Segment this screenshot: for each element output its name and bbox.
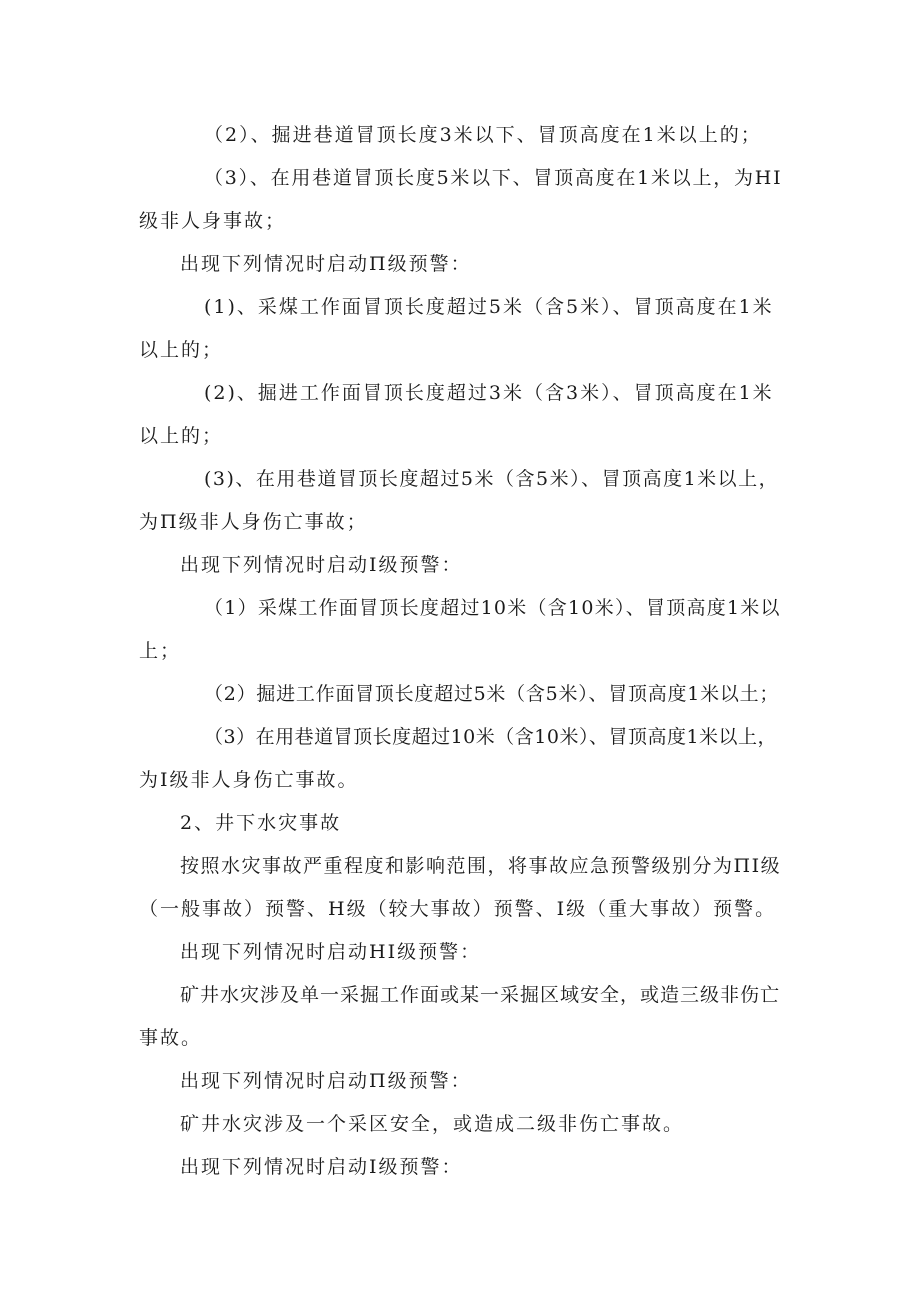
paragraph-line: 出现下列情况时启动Ⅰ级预警： xyxy=(180,1156,463,1178)
paragraph-line: 上； xyxy=(139,640,182,662)
paragraph-line: 按照水灾事故严重程度和影响范围，将事故应急预警级别分为ΠⅠ级 xyxy=(180,855,782,877)
paragraph-line: （一般事故）预警、H级（较大事故）预警、Ⅰ级（重大事故）预警。 xyxy=(139,898,777,920)
paragraph-line: 矿井水灾涉及单一采掘工作面或某一采掘区域安全，或造三级非伤亡 xyxy=(180,984,781,1006)
paragraph-line: （1）采煤工作面冒顶长度超过10米（含10米）、冒顶高度1米以 xyxy=(204,597,781,619)
paragraph-line: 矿井水灾涉及一个采区安全，或造成二级非伤亡事故。 xyxy=(180,1113,685,1135)
paragraph-line: 出现下列情况时启动Ⅰ级预警： xyxy=(180,554,463,576)
paragraph-line: （2）、掘进巷道冒顶长度3米以下、冒顶高度在1米以上的； xyxy=(204,124,762,146)
paragraph-line: 事故。 xyxy=(139,1027,203,1049)
paragraph-line: 级非人身事故； xyxy=(139,210,287,232)
paragraph-line: 出现下列情况时启动HI级预警： xyxy=(180,941,482,963)
paragraph-line: 为Π级非人身伤亡事故； xyxy=(139,511,368,533)
section-heading: 2、井下水灾事故 xyxy=(180,812,342,834)
paragraph-line: (3)、在用巷道冒顶长度超过5米（含5米）、冒顶高度1米以上， xyxy=(204,468,780,490)
paragraph-line: 出现下列情况时启动Π级预警： xyxy=(180,1070,472,1092)
paragraph-line: （3）、在用巷道冒顶长度5米以下、冒顶高度在1米以上，为HI xyxy=(204,167,783,189)
paragraph-line: 以上的； xyxy=(139,339,224,361)
paragraph-line: （3）在用巷道冒顶长度超过10米（含10米）、冒顶高度1米以上， xyxy=(204,726,778,748)
paragraph-line: 出现下列情况时启动Π级预警： xyxy=(180,253,472,275)
paragraph-line: （2）掘进工作面冒顶长度超过5米（含5米）、冒顶高度1米以土； xyxy=(204,683,780,705)
paragraph-line: 以上的； xyxy=(139,425,224,447)
paragraph-line: (2)、掘进工作面冒顶长度超过3米（含3米）、冒顶高度在1米 xyxy=(204,382,774,404)
paragraph-line: (1)、采煤工作面冒顶长度超过5米（含5米）、冒顶高度在1米 xyxy=(204,296,774,318)
paragraph-line: 为Ⅰ级非人身伤亡事故。 xyxy=(139,769,359,791)
